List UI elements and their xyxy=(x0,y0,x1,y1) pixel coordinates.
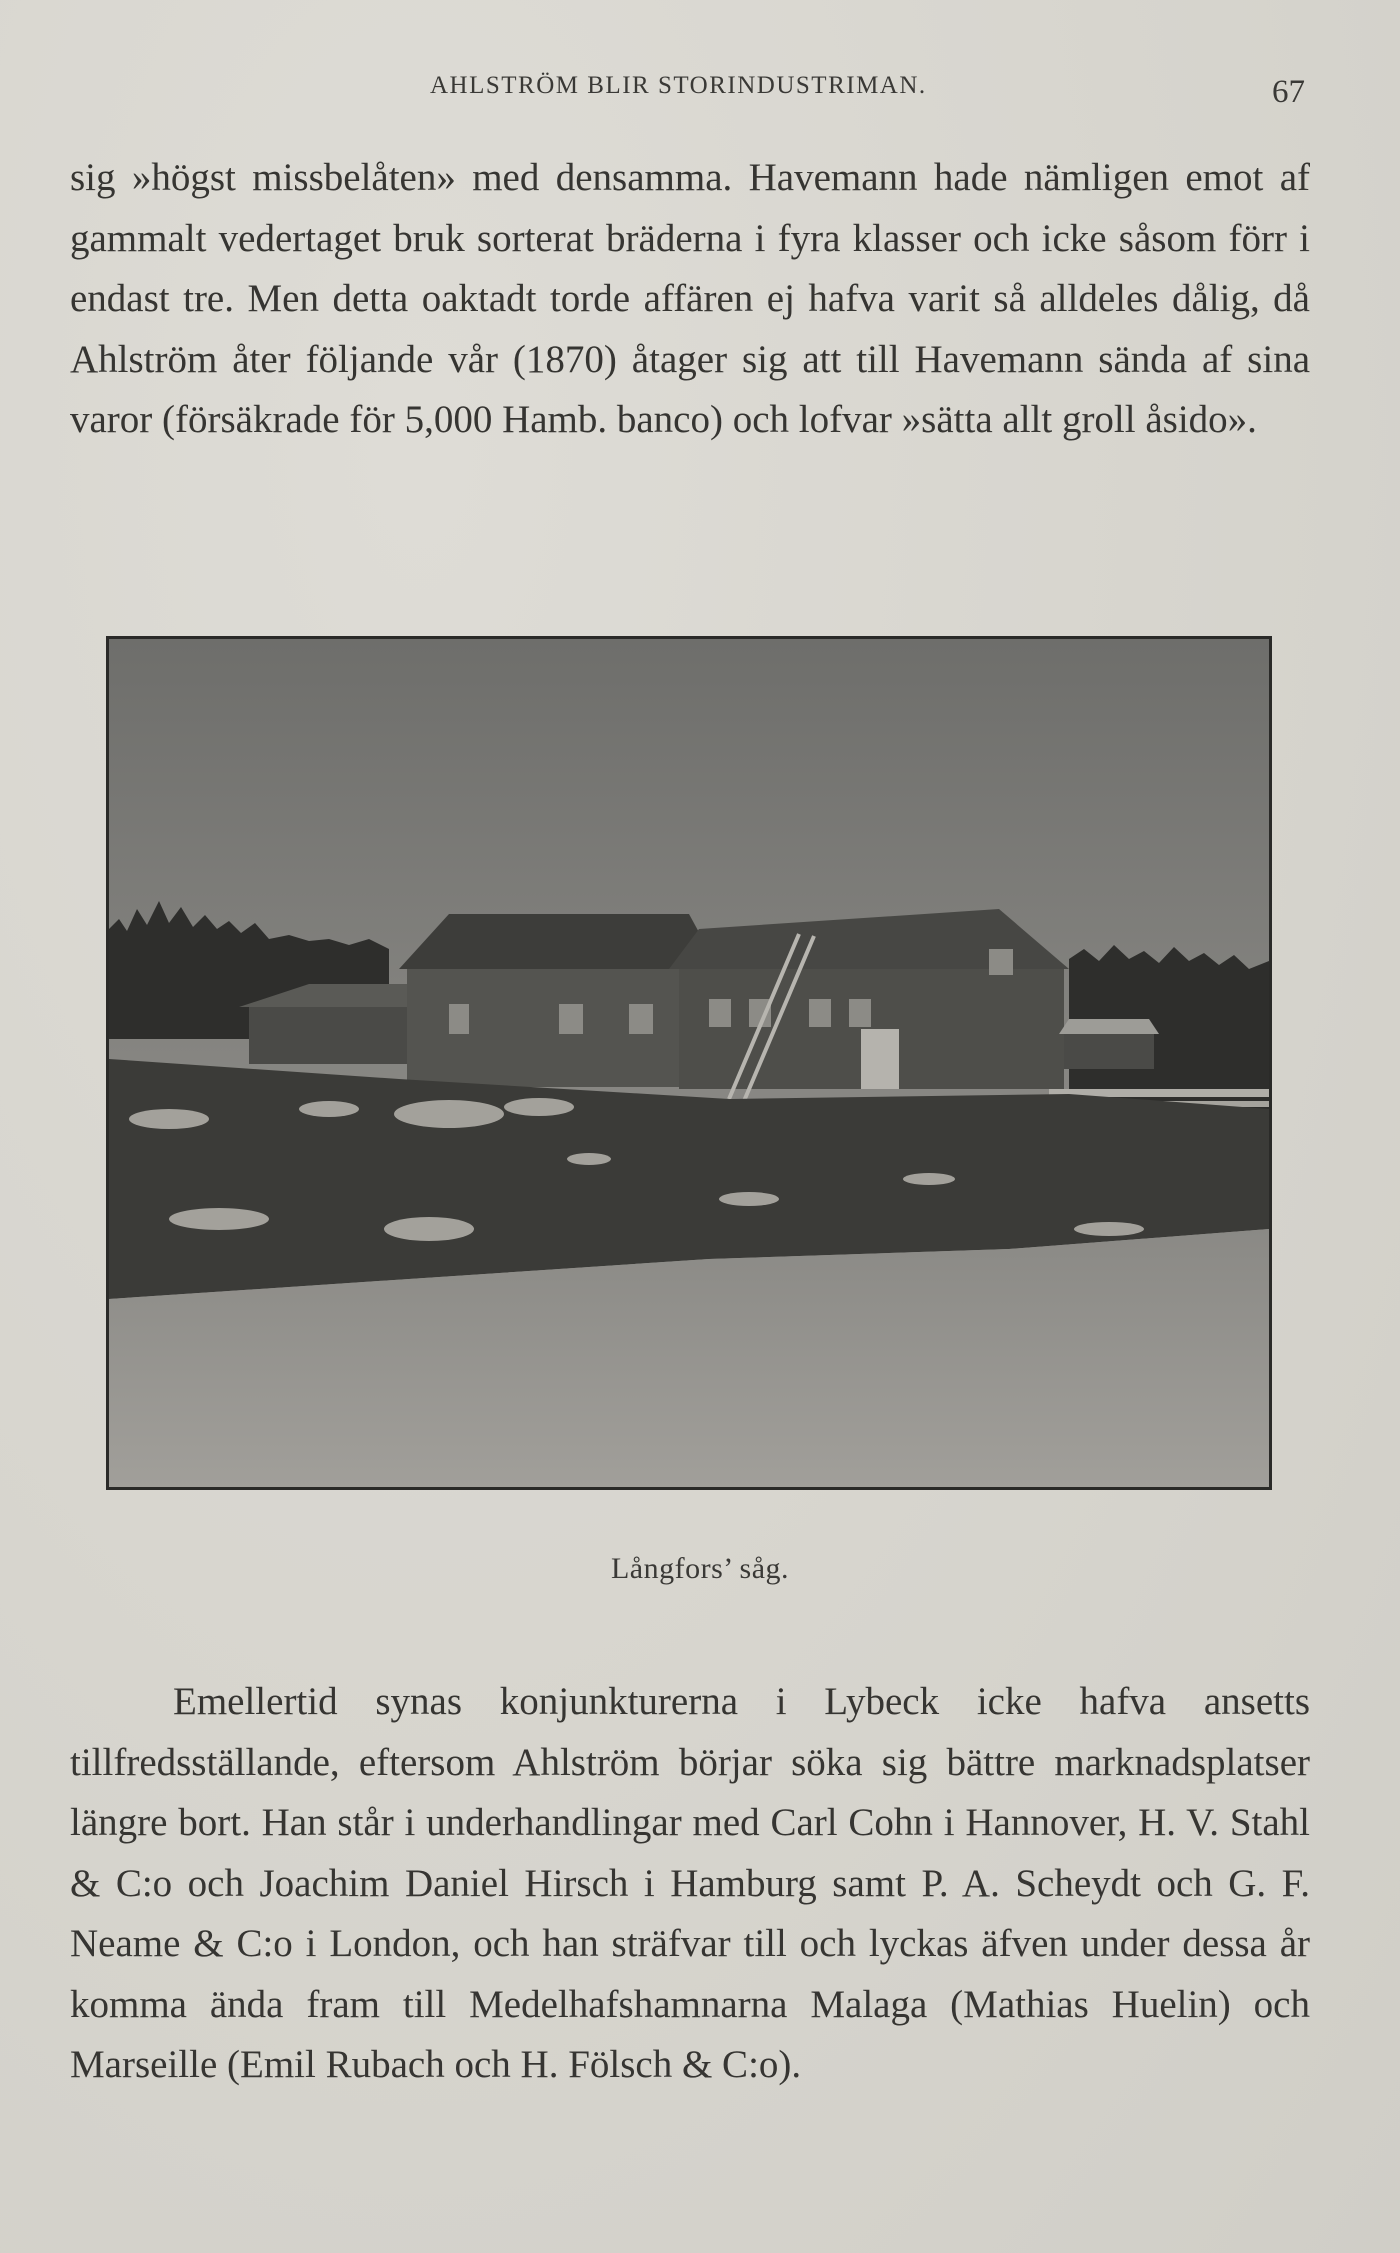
page-number: 67 xyxy=(1272,74,1305,110)
running-header xyxy=(0,72,1400,112)
paragraph-1: sig »högst missbelåten» med densamma. Havemann hade nämligen emot af gammalt vedertaget bruk sorterat bräderna i fyra klasser och icke såsom förr i endast tre. Men detta oaktadt torde affären ej hafva varit så alldeles dålig, då Ahlström åter följande vår (1870) åtager sig att till Havemann sända af sina varor (försäkrade för 5,000 Hamb. banco) och lofvar »sätta allt groll åsido». xyxy=(70,156,1310,441)
paragraph-2: Emellertid synas konjunkturerna i Lybeck icke hafva ansetts tillfredsställande, eftersom Ahlström börjar söka sig bättre marknadsplatser längre bort. Han står i underhandlingar med Carl Cohn i Hannover, H. V. Stahl & C:o och Joachim Daniel Hirsch i Hamburg samt P. A. Scheydt och G. F. Neame & C:o i London, och han sträfvar till och lyckas äfven under dessa år komma ända fram till Medelhafshamnarna Malaga (Mathias Huelin) och Marseille (Emil Rubach och H. Fölsch & C:o). xyxy=(70,1680,1310,2086)
photograph-sawmill xyxy=(106,636,1272,1490)
running-title: AHLSTRÖM BLIR STORINDUSTRIMAN. xyxy=(430,72,927,99)
sawmill-photo-illustration xyxy=(109,639,1269,1487)
figure-caption: Långfors’ såg. xyxy=(610,1552,790,1585)
